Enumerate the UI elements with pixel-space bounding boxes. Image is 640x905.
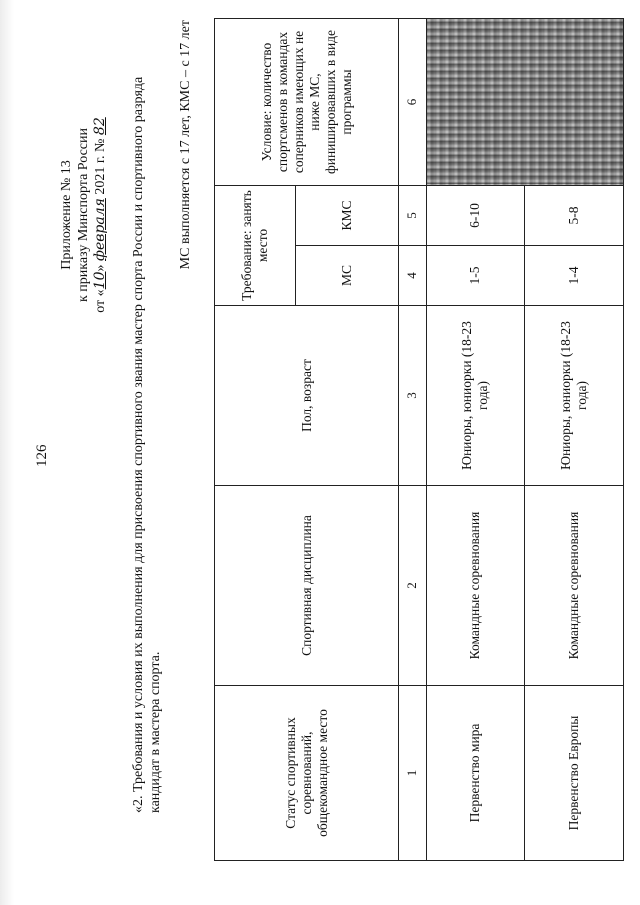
page-number: 126 <box>34 444 50 467</box>
cell-kms: 5-8 <box>525 186 624 246</box>
cell-gender-age: Юниоры, юниорки (18-23 года) <box>525 306 624 486</box>
cell-ms: 1-5 <box>426 246 525 306</box>
requirements-table <box>214 18 624 861</box>
appendix-header <box>58 85 109 345</box>
section-paragraph: «2. Требования и условия их выполнения для присвоения спортивного звания мастер спорта России и спортивного разряда кандидат в мастера спорта. <box>131 76 163 813</box>
cell-discipline: Командные соревнования <box>525 486 624 686</box>
header-status: Статус спортивных соревнований, общекомандное место <box>215 686 399 861</box>
cell-ms: 1-4 <box>525 246 624 306</box>
column-number-row <box>399 19 426 861</box>
order-number: 82 <box>92 117 108 136</box>
table-header-row <box>215 19 296 861</box>
scan-edge-shadow <box>0 0 14 905</box>
age-note: МС выполняется с 17 лет, КМС – с 17 лет <box>178 20 193 270</box>
header-discipline: Спортивная дисциплина <box>215 486 399 686</box>
column-number: 6 <box>399 19 426 186</box>
header-ms: МС <box>295 246 399 306</box>
cell-status: Первенство Европы <box>525 686 624 861</box>
appendix-title: Приложение № 13 <box>59 160 74 270</box>
order-date-line: от «10» февраля 2021 г. № 82 <box>92 117 108 313</box>
header-requirement: Требование: занять место <box>215 186 296 306</box>
cell-kms: 6-10 <box>426 186 525 246</box>
cell-discipline: Командные соревнования <box>426 486 525 686</box>
header-gender-age: Пол, возраст <box>215 306 399 486</box>
column-number: 3 <box>399 306 426 486</box>
column-number: 1 <box>399 686 426 861</box>
order-month: февраля <box>92 198 108 261</box>
cell-status: Первенство мира <box>426 686 525 861</box>
table-row <box>426 19 525 861</box>
order-day: 10 <box>92 271 108 290</box>
redacted-condition-cell <box>426 19 623 186</box>
column-number: 2 <box>399 486 426 686</box>
cell-gender-age: Юниоры, юниорки (18-23 года) <box>426 306 525 486</box>
order-reference: к приказу Минспорта России <box>76 128 91 302</box>
header-kms: КМС <box>295 186 399 246</box>
column-number: 4 <box>399 246 426 306</box>
column-number: 5 <box>399 186 426 246</box>
header-condition: Условие: количество спортсменов в командах соперников имеющих не ниже МС, финишировавших в виде программы <box>215 19 399 186</box>
